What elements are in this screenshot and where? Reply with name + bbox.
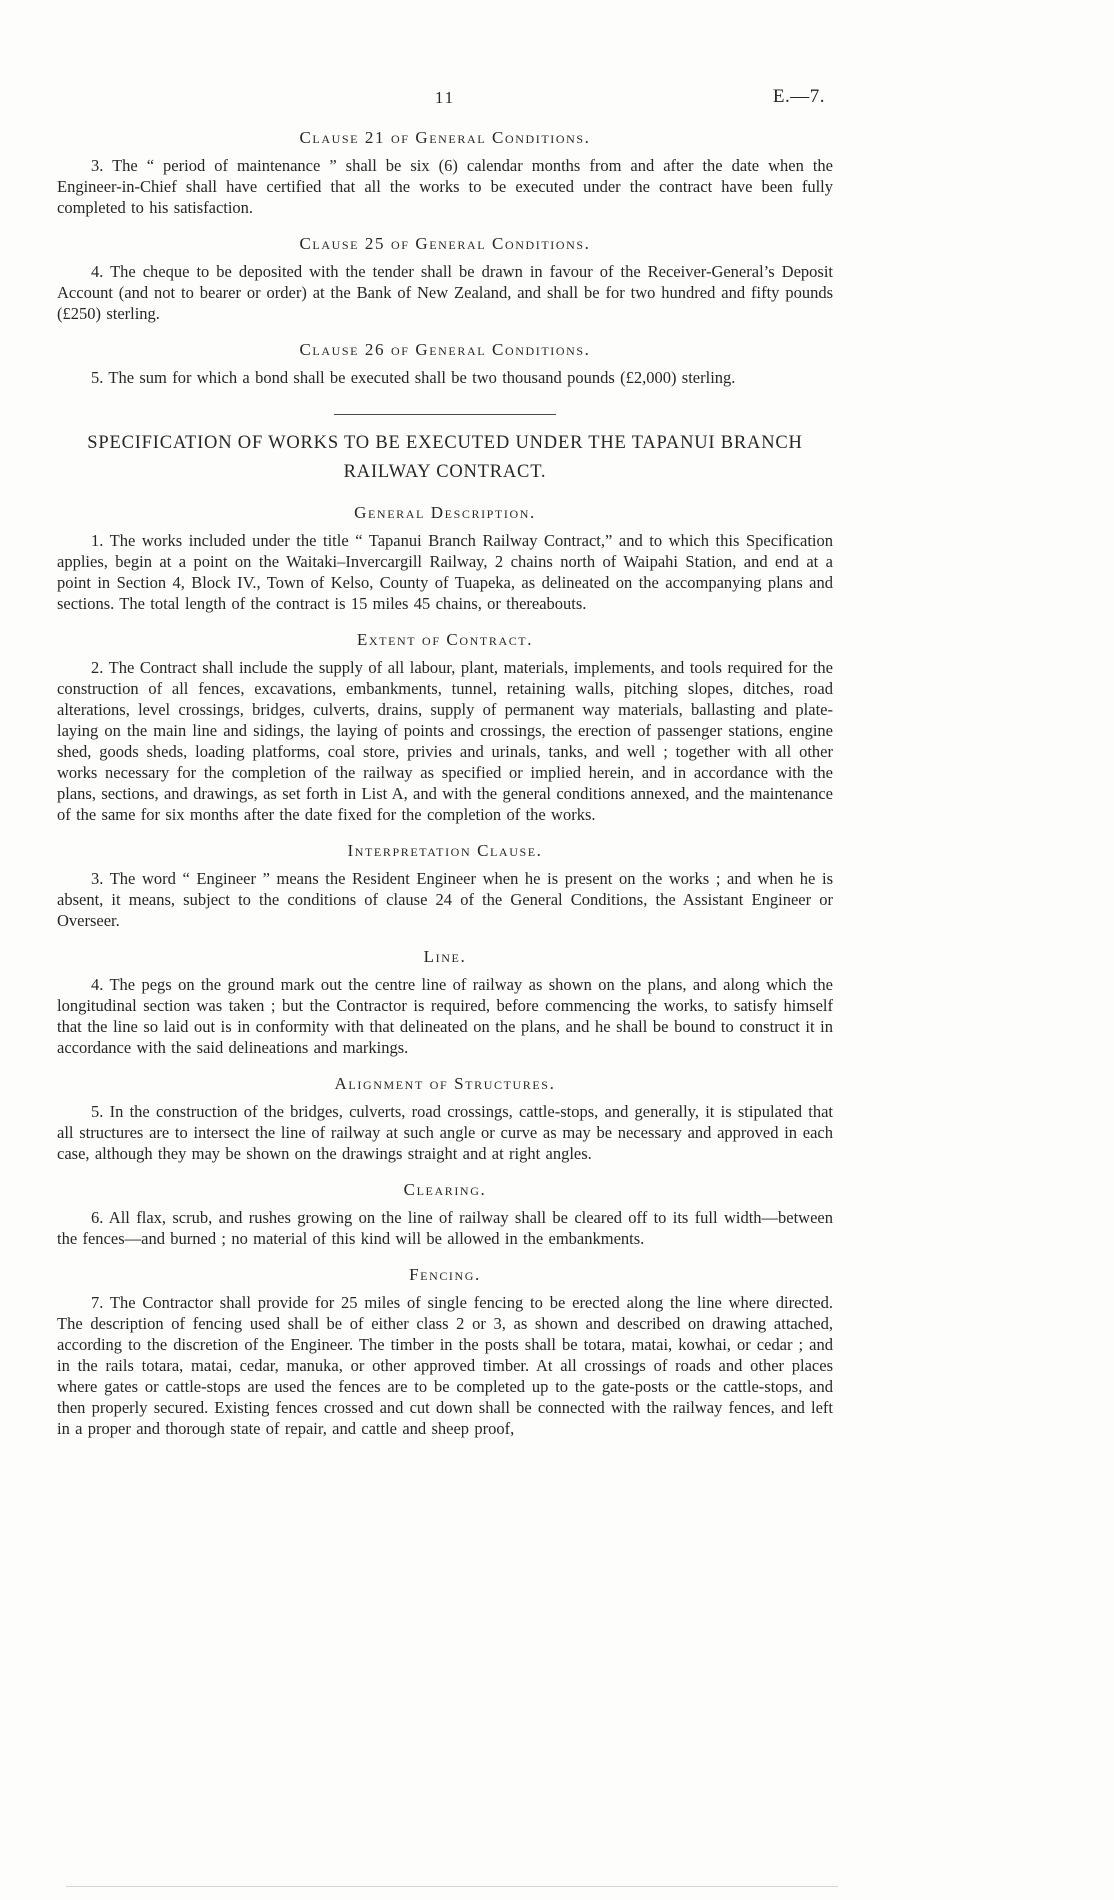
alignment-of-structures-paragraph: 5. In the construction of the bridges, culverts, road crossings, cattle-stops, and generally, it is stipulated that all structures are to intersect the line of railway at such angle or curve as may be necessary and approved in each case, although they may be shown on the drawings straight and at right angles.	[57, 1102, 833, 1163]
specification-title: SPECIFICATION OF WORKS TO BE EXECUTED UNDER THE TAPANUI BRANCH RAILWAY CONTRACT.	[87, 433, 803, 482]
fencing-paragraph: 7. The Contractor shall provide for 25 miles of single fencing to be erected along the line where directed. The description of fencing used shall be of either class 2 or 3, as shown and described on drawing attached, according to the discretion of the Engineer. The timber in the posts shall be totara, matai, kowhai, or cedar ; and in the rails totara, matai, cedar, manuka, or other approved timber. At all crossings of roads and other places where gates or cattle-stops are used the fences are to be completed up to the gate-posts or the cattle-stops, and then properly secured. Existing fences crossed and cut down shall be connected with the railway fences, and left in a proper and thorough state of repair, and cattle and sheep proof,	[57, 1293, 833, 1438]
page-header	[57, 88, 833, 112]
fencing-heading: Fencing.	[409, 1265, 481, 1284]
document-ref: E.—7.	[772, 86, 825, 107]
scan-page-edge	[66, 1886, 838, 1887]
general-description-heading: General Description.	[354, 503, 536, 522]
extent-of-contract-heading: Extent of Contract.	[356, 630, 534, 649]
clause-21-heading: Clause 21 of General Conditions.	[299, 128, 591, 147]
clause-25-paragraph: 4. The cheque to be deposited with the tender shall be drawn in favour of the Receiver-General’s Deposit Account (and not to bearer or order) at the Bank of New Zealand, and shall be for two hundred and fifty pounds (£250) sterling.	[57, 262, 833, 323]
clause-26-heading: Clause 26 of General Conditions.	[299, 340, 591, 359]
section-divider-rule	[334, 414, 556, 415]
interpretation-clause-paragraph: 3. The word “ Engineer ” means the Resident Engineer when he is present on the works ; and when he is absent, it means, subject to the conditions of clause 24 of the General Conditions, the Assistant Engineer or Overseer.	[57, 869, 833, 930]
clause-21-paragraph: 3. The “ period of maintenance ” shall be six (6) calendar months from and after the date when the Engineer-in-Chief shall have certified that all the works to be executed under the contract have been fully completed to his satisfaction.	[57, 156, 833, 217]
clearing-heading: Clearing.	[403, 1180, 487, 1199]
general-description-paragraph: 1. The works included under the title “ Tapanui Branch Railway Contract,” and to which this Specification applies, begin at a point on the Waitaki–Invercargill Railway, 2 chains north of Waipahi Station, and end at a point in Section 4, Block IV., Town of Kelso, County of Tuapeka, as delineated on the accompanying plans and sections. The total length of the contract is 15 miles 45 chains, or thereabouts.	[57, 531, 833, 613]
line-heading: Line.	[423, 947, 467, 966]
clause-26-paragraph: 5. The sum for which a bond shall be executed shall be two thousand pounds (£2,000) sterling.	[91, 368, 736, 387]
page-number: 11	[434, 88, 456, 107]
interpretation-clause-heading: Interpretation Clause.	[347, 841, 543, 860]
line-paragraph: 4. The pegs on the ground mark out the centre line of railway as shown on the plans, and along which the longitudinal section was taken ; but the Contractor is required, before commencing the works, to satisfy himself that the line so laid out is in conformity with that delineated on the plans, and he shall be bound to construct it in accordance with the said delineations and markings.	[57, 975, 833, 1057]
clause-25-heading: Clause 25 of General Conditions.	[299, 234, 591, 253]
clearing-paragraph: 6. All flax, scrub, and rushes growing on the line of railway shall be cleared off to its full width—between the fences—and burned ; no material of this kind will be allowed in the embankments.	[57, 1208, 833, 1248]
page-content	[57, 88, 833, 1439]
extent-of-contract-paragraph: 2. The Contract shall include the supply of all labour, plant, materials, implements, and tools required for the construction of all fences, excavations, embankments, tunnel, retaining walls, pitching slopes, ditches, road alterations, level crossings, bridges, culverts, drains, supply of permanent way materials, ballasting and plate-laying on the main line and sidings, the laying of points and crossings, the erection of passenger stations, engine shed, goods sheds, loading platforms, coal store, privies and urinals, tanks, and well ; together with all other works necessary for the completion of the railway as specified or implied herein, and in accordance with the plans, sections, and drawings, as set forth in List A, and with the general conditions annexed, and the maintenance of the same for six months after the date fixed for the completion of the works.	[57, 658, 833, 824]
alignment-of-structures-heading: Alignment of Structures.	[334, 1074, 556, 1093]
